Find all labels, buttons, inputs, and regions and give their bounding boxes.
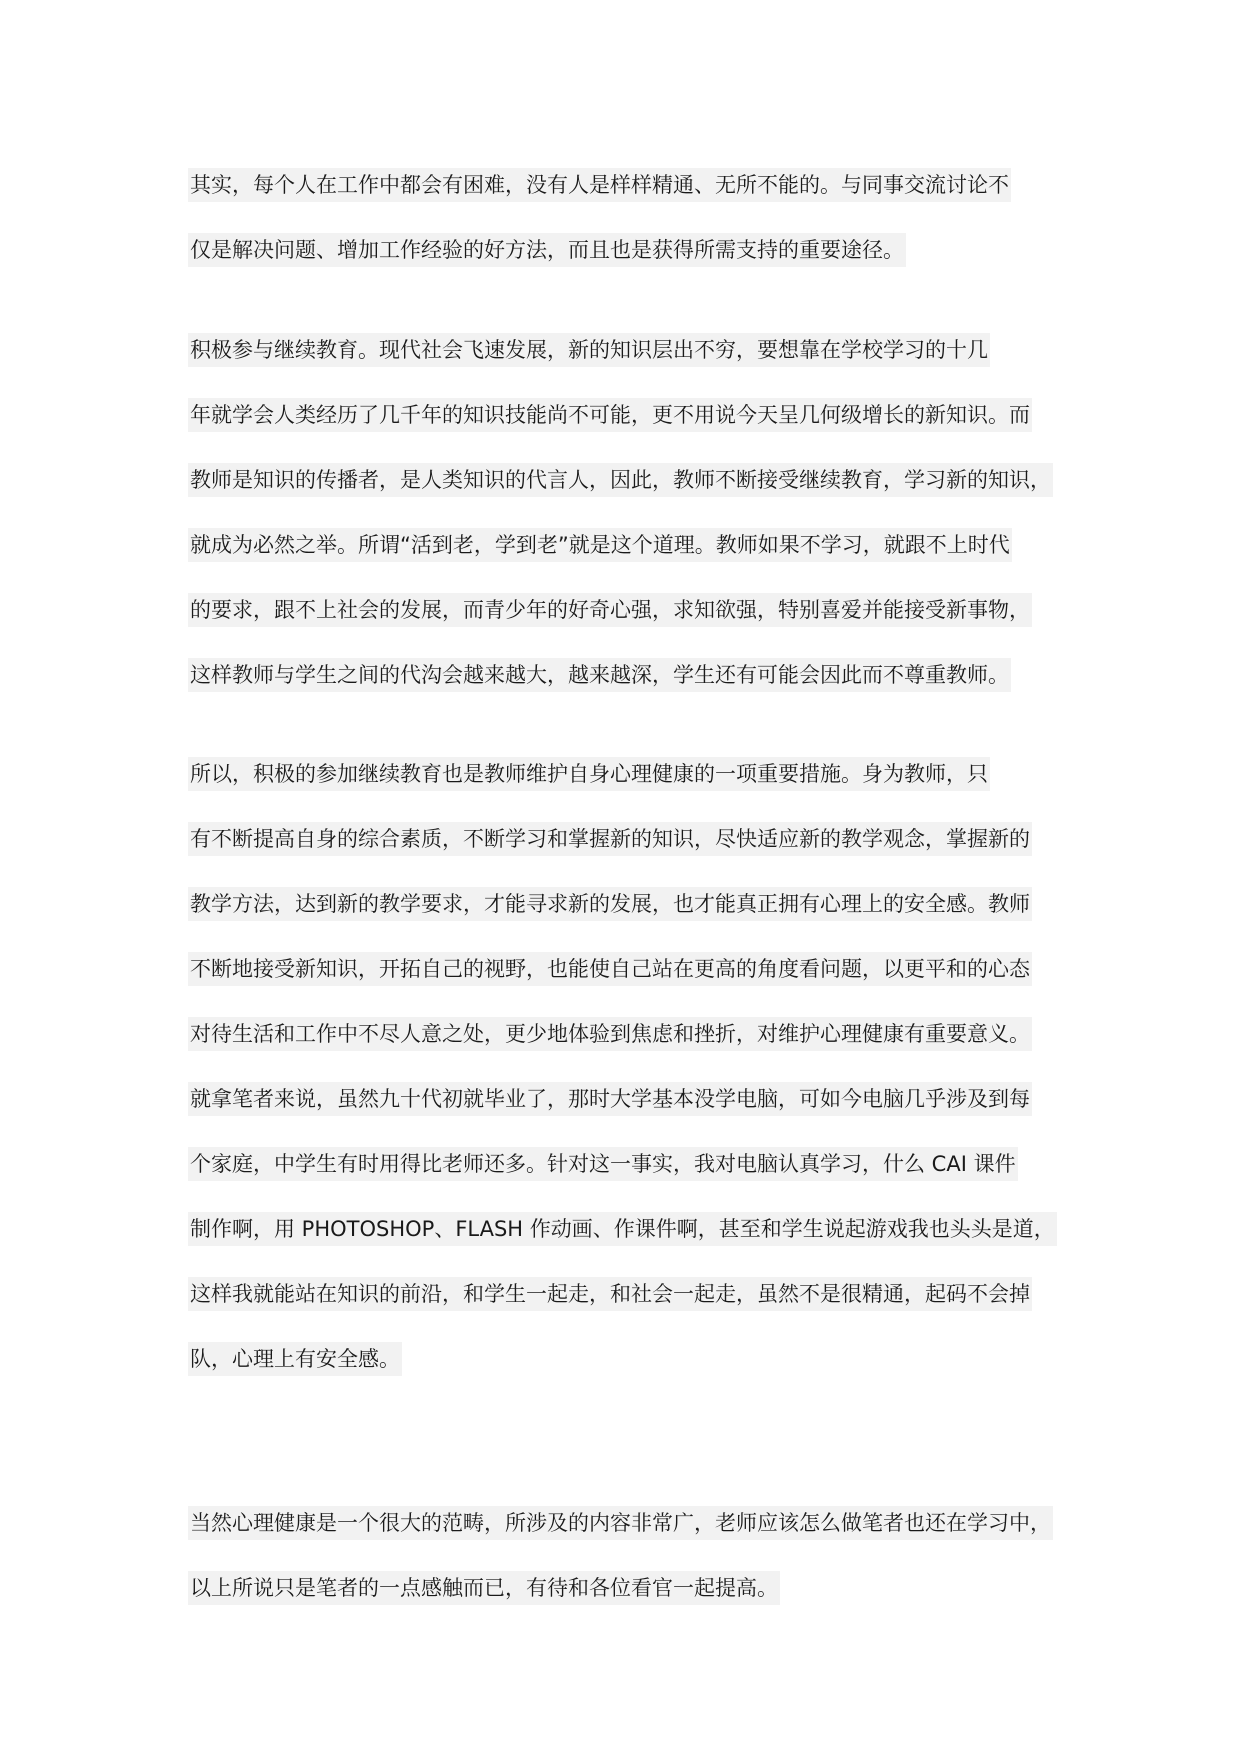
paragraph-continuing-education (188, 333, 1058, 723)
text-line (188, 1277, 1058, 1342)
line-text: 这样教师与学生之间的代沟会越来越大，越来越深，学生还有可能会因此而不尊重教师。 (188, 658, 1011, 692)
line-text: 积极参与继续教育。现代社会飞速发展，新的知识层出不穷，要想靠在学校学习的十几 (188, 333, 990, 367)
text-line (188, 822, 1058, 887)
line-text: 有不断提高自身的综合素质，不断学习和掌握新的知识，尽快适应新的教学观念，掌握新的 (188, 822, 1032, 856)
text-line (188, 1212, 1058, 1277)
paragraph-mental-health-measures (188, 757, 1058, 1407)
line-text: 仅是解决问题、增加工作经验的好方法，而且也是获得所需支持的重要途径。 (188, 233, 906, 267)
text-line (188, 528, 1058, 593)
text-line (188, 952, 1058, 1017)
text-line (188, 398, 1058, 463)
text-line (188, 1571, 1058, 1636)
text-line (188, 1017, 1058, 1082)
text-line (188, 1342, 1058, 1407)
text-line (188, 333, 1058, 398)
text-line (188, 1506, 1058, 1571)
line-text: 不断地接受新知识，开拓自己的视野，也能使自己站在更高的角度看问题，以更平和的心态 (188, 952, 1032, 986)
line-text: 的要求，跟不上社会的发展，而青少年的好奇心强，求知欲强，特别喜爱并能接受新事物， (188, 593, 1032, 627)
line-text: 个家庭，中学生有时用得比老师还多。针对这一事实，我对电脑认真学习，什么 CAI 课件 (188, 1147, 1018, 1181)
line-text: 年就学会人类经历了几千年的知识技能尚不可能，更不用说今天呈几何级增长的新知识。而 (188, 398, 1032, 432)
paragraph-peer-communication (188, 168, 1058, 298)
text-line (188, 887, 1058, 952)
line-text: 就拿笔者来说，虽然九十代初就毕业了，那时大学基本没学电脑，可如今电脑几乎涉及到每 (188, 1082, 1032, 1116)
text-line (188, 593, 1058, 658)
line-text: 这样我就能站在知识的前沿，和学生一起走，和社会一起走，虽然不是很精通，起码不会掉 (188, 1277, 1032, 1311)
text-line (188, 168, 1058, 233)
line-text: 教师是知识的传播者，是人类知识的代言人，因此，教师不断接受继续教育，学习新的知识， (188, 463, 1053, 497)
line-text: 制作啊，用 PHOTOSHOP、FLASH 作动画、作课件啊，甚至和学生说起游戏我也头头是道， (188, 1212, 1057, 1246)
line-text: 教学方法，达到新的教学要求，才能寻求新的发展，也才能真正拥有心理上的安全感。教师 (188, 887, 1032, 921)
line-text: 队，心理上有安全感。 (188, 1342, 402, 1376)
line-text: 对待生活和工作中不尽人意之处，更少地体验到焦虑和挫折，对维护心理健康有重要意义。 (188, 1017, 1032, 1051)
line-text: 以上所说只是笔者的一点感触而已，有待和各位看官一起提高。 (188, 1571, 780, 1605)
text-line (188, 1082, 1058, 1147)
line-text: 其实，每个人在工作中都会有困难，没有人是样样精通、无所不能的。与同事交流讨论不 (188, 168, 1011, 202)
text-line (188, 757, 1058, 822)
text-line (188, 658, 1058, 723)
line-text: 所以，积极的参加继续教育也是教师维护自身心理健康的一项重要措施。身为教师，只 (188, 757, 990, 791)
line-text: 当然心理健康是一个很大的范畴，所涉及的内容非常广，老师应该怎么做笔者也还在学习中， (188, 1506, 1053, 1540)
text-line (188, 463, 1058, 528)
text-line (188, 1147, 1058, 1212)
text-line (188, 233, 1058, 298)
paragraph-conclusion (188, 1506, 1058, 1636)
line-text: 就成为必然之举。所谓“活到老，学到老”就是这个道理。教师如果不学习，就跟不上时代 (188, 528, 1012, 562)
